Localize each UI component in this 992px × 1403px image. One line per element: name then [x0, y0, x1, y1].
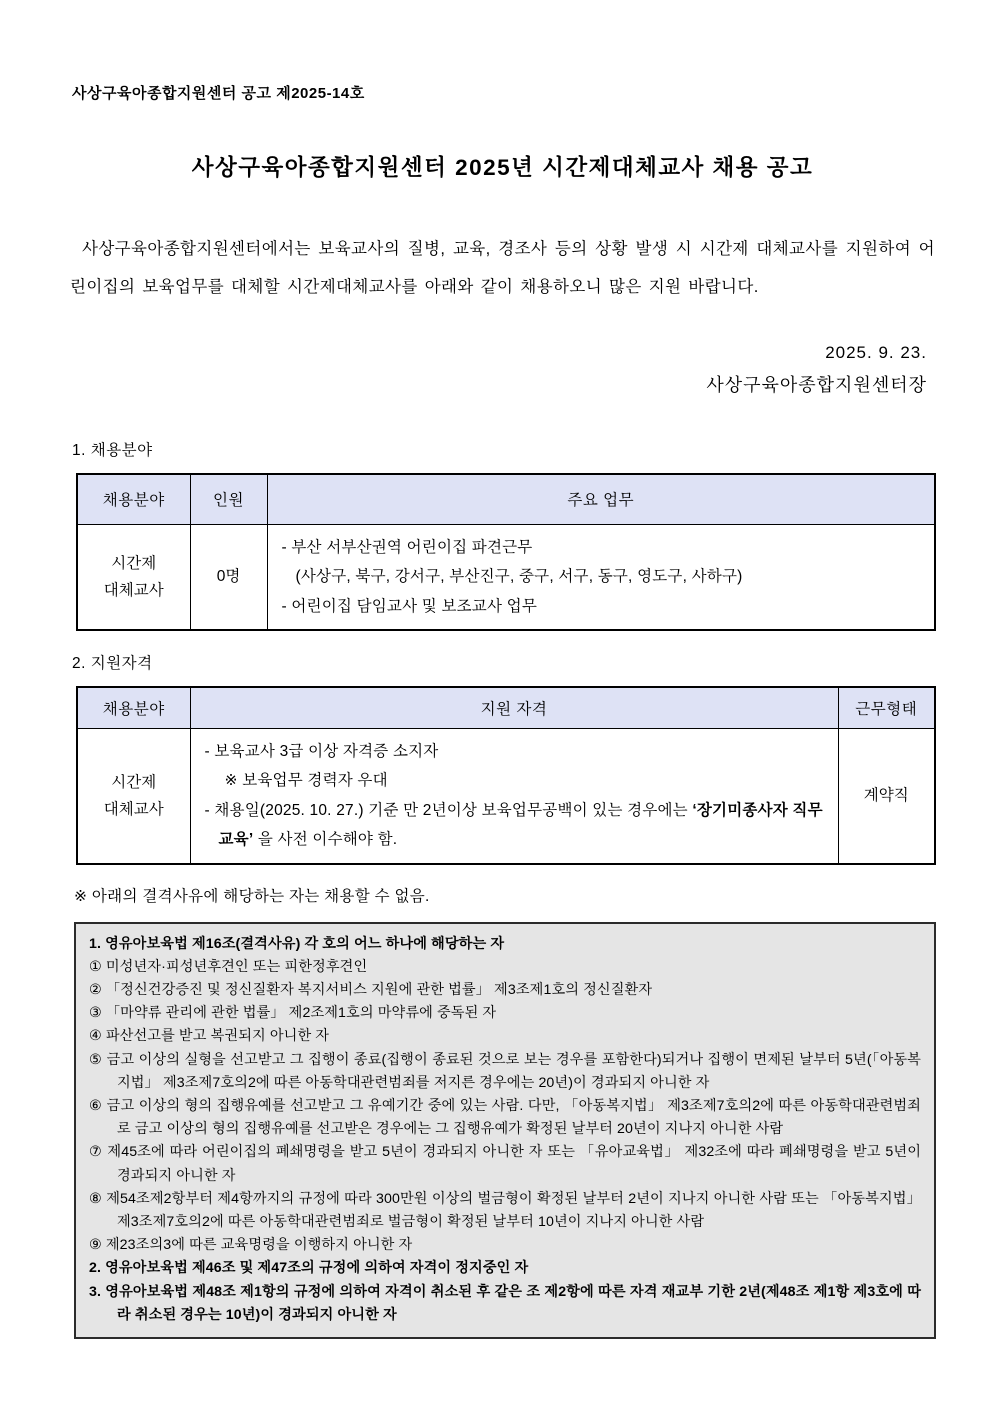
- cell-worktype: 계약직: [838, 728, 935, 864]
- section2-heading: 2. 지원자격: [72, 655, 153, 672]
- table-row: [77, 524, 935, 630]
- disqualification-box: [74, 922, 936, 1339]
- cell-field: 시간제 대체교사: [77, 728, 190, 864]
- section1-heading: 1. 채용분야: [72, 442, 153, 459]
- recruitment-field-table: [76, 473, 936, 631]
- disqualification-item: ① 미성년자·피성년후견인 또는 피한정후견인: [89, 958, 368, 975]
- document-title: 사상구육아종합지원센터 2025년 시간제대체교사 채용 공고: [191, 155, 814, 180]
- qualification-line: - 채용일(2025. 10. 27.) 기준 만 2년이상 보육업무공백이 있는 경우에는 ‘장기미종사자 직무교육’ 을 사전 이수해야 함.: [204, 801, 823, 848]
- qualification-line: ※ 보육업무 경력자 우대: [224, 772, 388, 789]
- emphasized-training-text: ‘장기미종사자 직무교육’: [218, 801, 823, 848]
- table-row: [77, 728, 935, 864]
- duty-line: (사상구, 북구, 강서구, 부산진구, 중구, 서구, 동구, 영도구, 사하구): [295, 568, 743, 585]
- signature-block: [70, 338, 927, 402]
- cell-qualification: [190, 728, 838, 864]
- disqualification-item: ⑧ 제54조제2항부터 제4항까지의 규정에 따라 300만원 이상의 벌금형이 확정된 날부터 2년이 지나지 아니한 사람 또는 「아동복지법」 제3조제7호의2에 따른 아동학대관련범죄로 벌금형이 확정된 날부터 10년이 지나지 아니한 사람: [89, 1190, 921, 1230]
- disqualification-item: ⑤ 금고 이상의 실형을 선고받고 그 집행이 종료(집행이 종료된 것으로 보는 경우를 포함한다)되거나 집행이 면제된 날부터 5년(「아동복지법」 제3조제7호의2에 따른 아동학대관련범죄를 저지른 경우에는 20년)이 경과되지 아니한 자: [89, 1051, 921, 1091]
- disqualification-item: ⑦ 제45조에 따라 어린이집의 폐쇄명령을 받고 5년이 경과되지 아니한 자 또는 「유아교육법」 제32조에 따라 폐쇄명령을 받고 5년이 경과되지 아니한 자: [89, 1144, 921, 1184]
- disqualification-item: 3. 영유아보육법 제48조 제1항의 규정에 의하여 자격이 취소된 후 같은 조 제2항에 따른 자격 재교부 기한 2년(제48조 제1항 제3호에 따라 취소된 경우는 10년)이 경과되지 아니한 자: [89, 1283, 921, 1323]
- duty-line: - 부산 서부산권역 어린이집 파견근무: [281, 538, 533, 556]
- issuer-name: 사상구육아종합지원센터장: [706, 375, 927, 395]
- notice-number: 사상구육아종합지원센터 공고 제2025-14호: [72, 85, 365, 102]
- disqualification-item: ② 「정신건강증진 및 정신질환자 복지서비스 지원에 관한 법률」 제3조제1호의 정신질환자: [89, 981, 653, 998]
- header-cell-qualification: 지원 자격: [190, 687, 838, 728]
- disqualification-item: 2. 영유아보육법 제46조 및 제47조의 규정에 의하여 자격이 정지중인 자: [89, 1260, 529, 1277]
- disqualification-item: ③ 「마약류 관리에 관한 법률」 제2조제1호의 마약류에 중독된 자: [89, 1005, 497, 1022]
- qualification-line: - 보육교사 3급 이상 자격증 소지자: [204, 742, 439, 760]
- header-cell-duties: 주요 업무: [267, 474, 935, 524]
- disqualification-item: ⑨ 제23조의3에 따른 교육명령을 이행하지 아니한 자: [89, 1237, 413, 1254]
- issue-date: 2025. 9. 23.: [825, 343, 927, 362]
- header-cell-count: 인원: [190, 474, 267, 524]
- cell-duties: [267, 524, 935, 630]
- intro-paragraph: 사상구육아종합지원센터에서는 보육교사의 질병, 교육, 경조사 등의 상황 발생 시 시간제 대체교사를 지원하여 어린이집의 보육업무를 대체할 시간제대체교사를 아래와 같이 채용하오니 많은 지원 바랍니다.: [70, 240, 935, 296]
- header-cell-worktype: 근무형태: [838, 687, 935, 728]
- disqualification-item: ⑥ 금고 이상의 형의 집행유예를 선고받고 그 유예기간 중에 있는 사람. 다만, 「아동복지법」 제3조제7호의2에 따른 아동학대관련범죄로 금고 이상의 형의 집행유예를 선고받은 경우에는 그 집행유예가 확정된 날부터 20년이 지나지 아니한 사람: [89, 1097, 921, 1138]
- qualification-table: [76, 686, 936, 865]
- table-header-row: [77, 474, 935, 524]
- header-cell-field: 채용분야: [77, 687, 190, 728]
- cell-count: 0명: [190, 524, 267, 630]
- disqualification-note: ※ 아래의 결격사유에 해당하는 자는 채용할 수 없음.: [74, 887, 430, 905]
- disqualification-item: ④ 파산선고를 받고 복권되지 아니한 자: [89, 1028, 330, 1045]
- cell-field: 시간제 대체교사: [77, 524, 190, 630]
- duty-line: - 어린이집 담임교사 및 보조교사 업무: [281, 597, 537, 615]
- table-header-row: [77, 687, 935, 728]
- header-cell-field: 채용분야: [77, 474, 190, 524]
- disqualification-item: 1. 영유아보육법 제16조(결격사유) 각 호의 어느 하나에 해당하는 자: [89, 935, 505, 952]
